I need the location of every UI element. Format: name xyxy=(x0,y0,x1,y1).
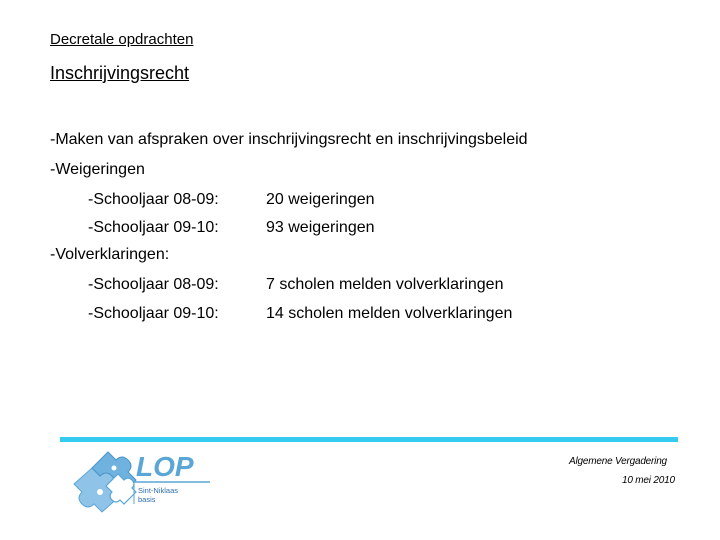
weigeringen-label-0910: -Schooljaar 09-10: xyxy=(88,219,219,236)
page-title: Inschrijvingsrecht xyxy=(50,63,190,83)
bullet-afspraken: -Maken van afspraken over inschrijvingsrecht en inschrijvingsbeleid xyxy=(50,131,528,148)
volverklaringen-value-0809: 7 scholen melden volverklaringen xyxy=(266,276,504,293)
section-heading: Decretale opdrachten xyxy=(50,31,194,48)
footer-date: 10 mei 2010 xyxy=(622,475,675,486)
volverklaringen-label-0809: -Schooljaar 08-09: xyxy=(88,276,219,293)
logo-subtitle-2: basis xyxy=(138,495,156,504)
volverklaringen-label-0910: -Schooljaar 09-10: xyxy=(88,305,219,322)
puzzle-pieces-icon xyxy=(70,446,220,516)
accent-bar xyxy=(60,437,678,442)
logo-name: LOP xyxy=(136,451,194,482)
weigeringen-value-0910: 93 weigeringen xyxy=(266,219,375,236)
footer-event: Algemene Vergadering xyxy=(569,456,667,467)
bullet-weigeringen: -Weigeringen xyxy=(50,161,145,178)
logo-subtitle-1: Sint-Niklaas xyxy=(138,486,179,495)
lop-logo xyxy=(70,446,220,516)
weigeringen-label-0809: -Schooljaar 08-09: xyxy=(88,191,219,208)
bullet-volverklaringen: -Volverklaringen: xyxy=(50,246,170,263)
volverklaringen-value-0910: 14 scholen melden volverklaringen xyxy=(266,305,513,322)
weigeringen-value-0809: 20 weigeringen xyxy=(266,191,375,208)
